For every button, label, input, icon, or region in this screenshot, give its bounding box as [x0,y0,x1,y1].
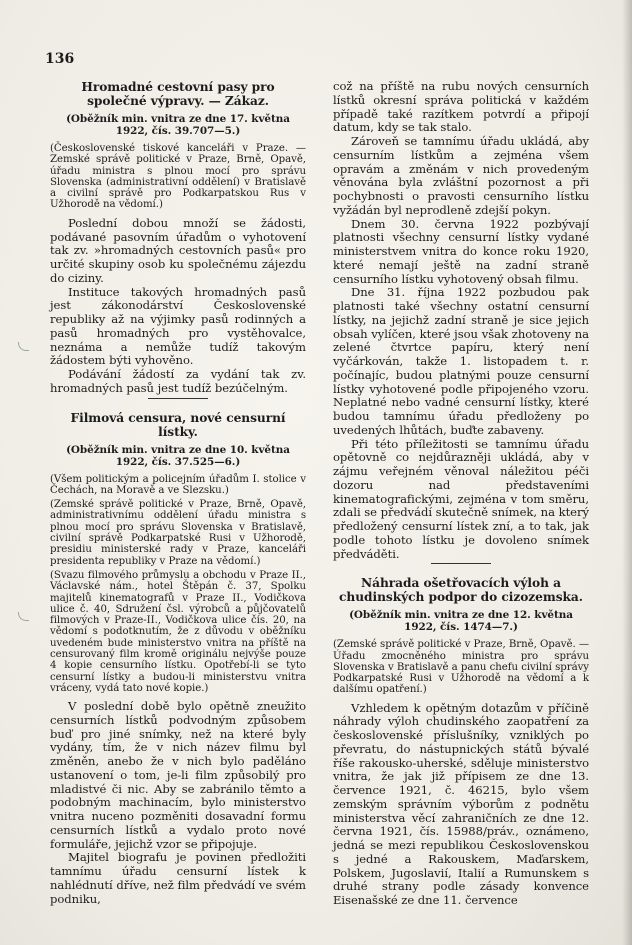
addressees-film-1: (Všem politickým a policejním úřadům I. stolice v Čechách, na Moravě a ve Slezsku.) [50,473,306,496]
addressees-poor-relief: (Zemské správě politické v Praze, Brně, Opavě. — Úřadu zmocněného ministra pro správu Slovenska v Bratislavě a panu chefu civilní správy Podkarpatské Rusi v Užhorodě na vědomí a k dalšímu opatření.) [333,639,589,696]
paragraph: Zároveň se tamnímu úřadu ukládá, aby censurním lístkům a zejména všem opravám a změnám v nich provedeným věnována byla zvláštní pozornost a při pochybnosti o pravosti censurního lístku vyžádán byl neprodleně zdejší pokyn. [333,134,589,217]
paragraph: Při této příležitosti se tamnímu úřadu opětovně co nejdůrazněji ukládá, aby v zájmu veřejném věnoval náležitou péči dozoru nad představeními kinematografickými, zejména v tom směru, zdali se předvádí skutečně snímek, na který předložený censurní lístek zní, a to tak, jak podle tohoto lístku je dovoleno snímek předváděti. [333,436,589,561]
paragraph: Dne 31. října 1922 pozbudou pak platnosti také všechny ostatní censurní lístky, na jejichž zadní straně je sice jejich obsah vylíčen, které jsou však zhotoveny na zelené čtvrtce papíru, který není vyčárkován, takže 1. listopadem t. r. počínajíc, budou platnými pouze censurní lístky vyhotovené podle připojeného vzoru. Neplatné nebo vadné censurní lístky, které budou tamnímu úřadu předloženy po uvedených lhůtách, buďte zabaveny. [333,285,589,437]
paragraph: Vzhledem k opětným dotazům v příčině náhrady výloh chudinského zaopatření za československé příslušníky, vzniklých po převratu, do nástupnických států bývalé říše rakousko-uherské, sděluje ministerstvo vnitra, že jak již přípisem ze dne 13. července 1921, č. 46215, bylo všem zemským správním výborům z podnětu ministerstva věcí zahraničních ze dne 12. června 1921, čís. 15988/práv., oznámeno, jedná se mezi republikou Československou s jedné a Rakouskem, Maďarskem, Polskem, Jugoslavií, Italií a Rumunskem s druhé strany podle zásady konvence Eisenašské ze dne 11. července [333,700,589,908]
circular-reference-poor-relief: (Oběžník min. vnitra ze dne 12. května 1922, čís. 1474—7.) [349,609,573,634]
paragraph: V poslední době bylo opětně zneužito censurních lístků podvodným způsobem buď pro jiné snímky, než na které byly vydány, tím, že v nich název filmu byl změněn, anebo že v nich bylo paděláno ustanovení o tom, je-li film způsobilý pro mladistvé či nic. Aby se zabránilo těmto a podobným machinacím, bylo ministerstvo vnitra nuceno pozměniti dosavadní formu censurních lístků a vydalo proto nové formuláře, jejichž vzor se připojuje. [50,699,306,851]
paragraph: což na příště na rubu nových censurních lístků okresní správa politická v každém případě také razítkem potvrdí a připojí datum, kdy se tak stalo. [333,79,589,135]
paragraph: Instituce takových hromadných pasů jest zákonodárství Československé republiky až na výjimky pasů rodinných a pasů hromadných pro vystěhovalce, neznáma a nemůže tudíž takovým žádostem býti vyhověno. [50,284,306,368]
page-number: 136 [45,51,75,67]
section-title-passports: Hromadné cestovní pasy pro společné výpravy. — Zákaz. [81,80,275,108]
circular-reference-film: (Oběžník min. vnitra ze dne 10. května 1922, čís. 37.525—6.) [66,443,290,468]
left-column [50,80,306,906]
circular-reference-passports: (Oběžník min. vnitra ze dne 17. května 1922, čís. 39.707—5.) [66,113,290,137]
addressees-passports: (Československé tiskové kanceláři v Praze. — Zemské správě politické v Praze, Brně, Opavě, úřadu ministra s plnou mocí pro správu Slovenska (administrativní oddělení) v Bratislavě a civilní správě pro Podkarpatskou Rus v Užhorodě na vědomí.) [50,143,306,211]
page-edge-shadow [622,0,632,945]
addressees-film-2: (Zemské správě politické v Praze, Brně, Opavě, administrativnímu oddělení úřadu ministra s plnou mocí pro správu Slovenska v Bratislavě, civilní správě Podkarpatské Rusi v Užhorodě, presidiu ministerské rady v Praze, kanceláři presidenta republiky v Praze na vědomí.) [50,499,306,567]
section-title-poor-relief: Náhrada ošetřovacích výloh a chudinských podpor do cizozemska. [339,576,583,605]
margin-mark [18,342,29,351]
right-column [333,80,589,908]
paragraph: Dnem 30. června 1922 pozbývají platnosti všechny censurní lístky vydané ministerstvem vnitra do konce roku 1920, které nemají ještě na zadní straně censurního lístku vyhotovený obsah filmu. [333,216,589,286]
paragraph: Poslední dobou množí se žádosti, podávané pasovním úřadům o vyhotovení tak zv. »hromadných cestovních pasů« pro určité skupiny osob ku společnému zájezdu do ciziny. [50,215,306,285]
section-title-film-censorship: Filmová censura, nové censurní lístky. [70,410,286,439]
margin-mark [18,612,29,621]
paragraph: Podávání žádostí za vydání tak zv. hromadných pasů jest tudíž bezúčelným. [50,367,306,395]
addressees-film-3: (Svazu filmového průmyslu a obchodu v Praze II., Václavské nám., hotel Štěpán č. 37, Spolku majitelů kinematografů v Praze II., Vodičkova ulice č. 40, Sdružení čsl. výrobců a půjčovatelů filmových v Praze-II., Vodičkova ulice čís. 20, na vědomí s podotknutím, že z důvodu v oběžníku uvedeném bude ministerstvo vnitra na příště na censurovaný film kromě originálu nejvýše pouze 4 kopie censurního lístku. Opotřebí-li se tyto censurní lístky a budou-li ministerstvu vnitra vráceny, vydá tato nové kopie.) [50,569,306,694]
paragraph: Majitel biografu je povinen předložiti tamnímu úřadu censurní lístek k nahlédnutí dříve, než film předvádí ve svém podniku, [50,850,306,906]
